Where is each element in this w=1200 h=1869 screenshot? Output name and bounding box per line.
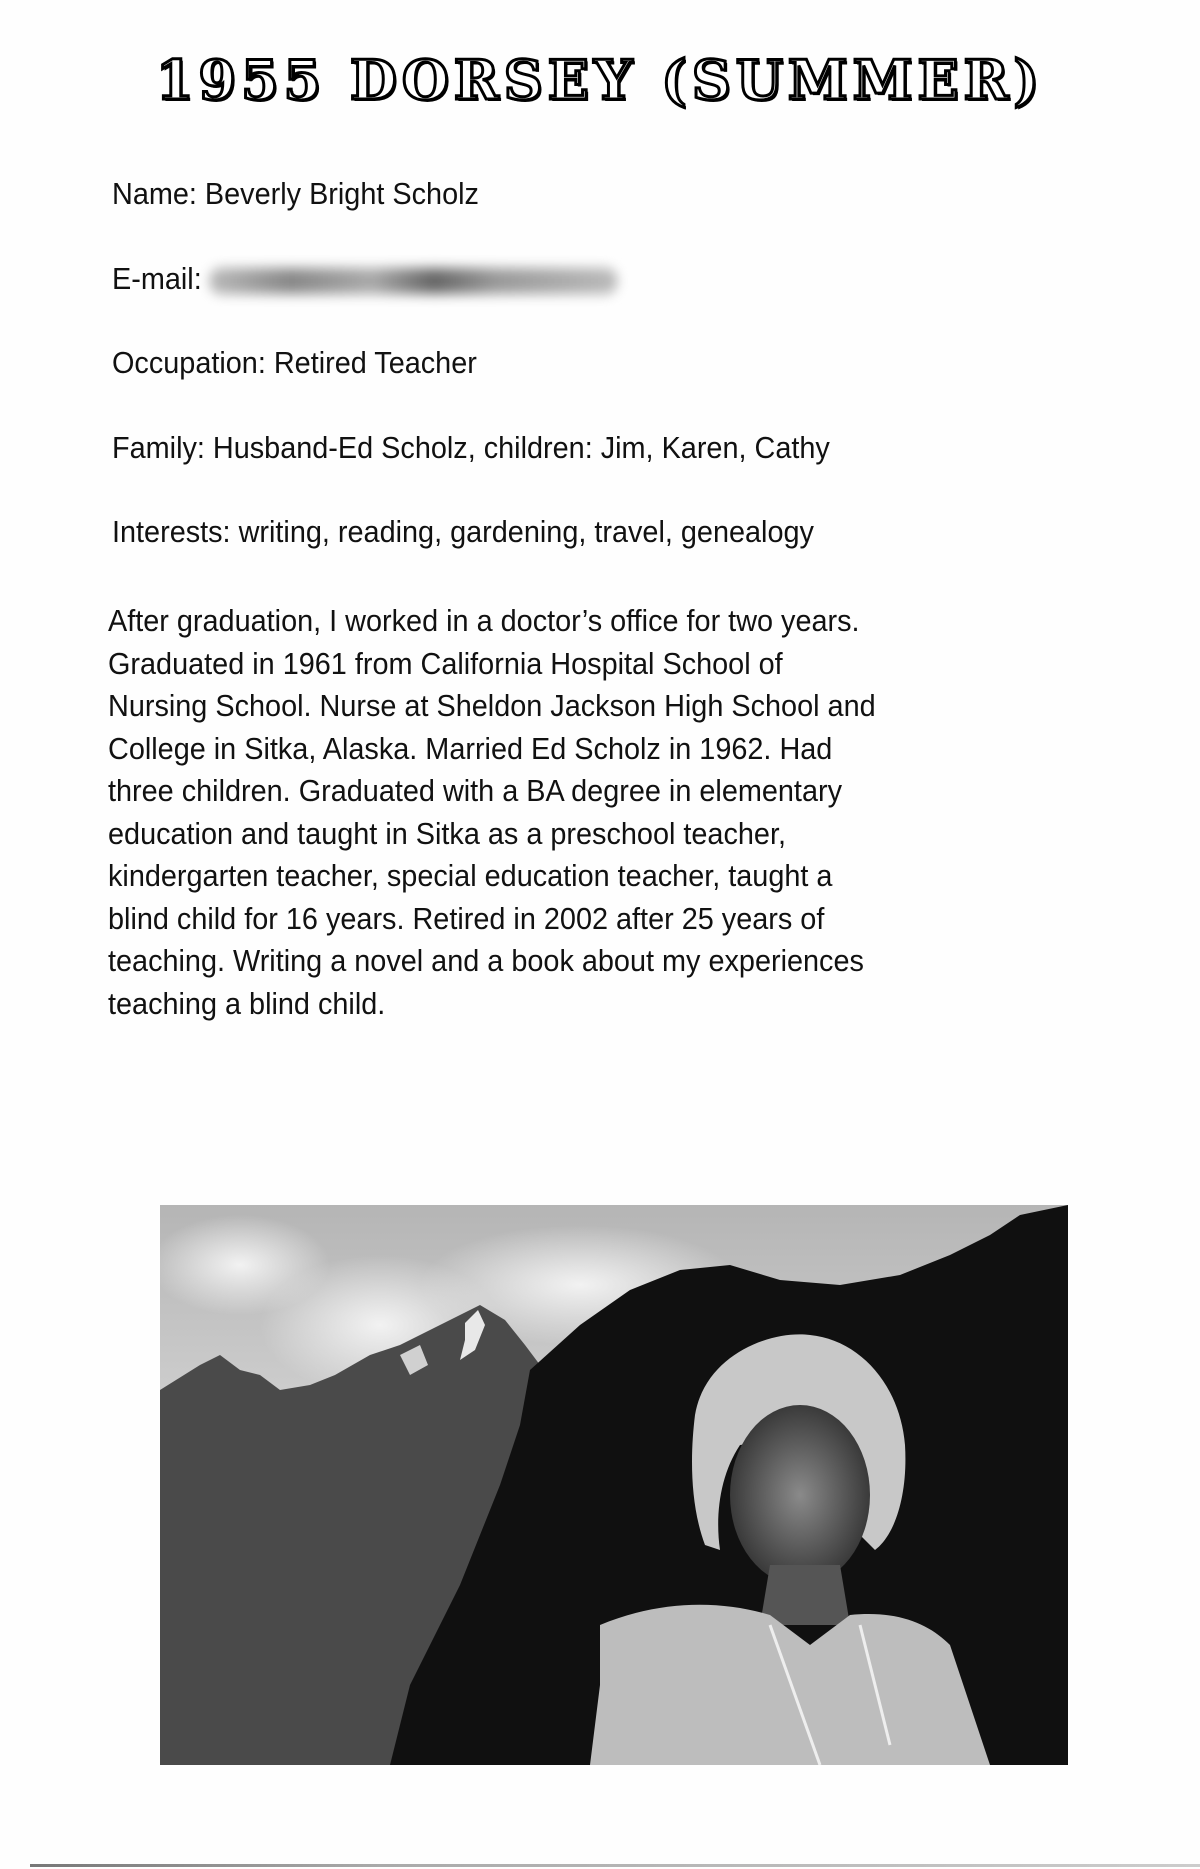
bio-line: After graduation, I worked in a doctor’s office for two years. bbox=[108, 603, 860, 638]
name-field: Name: Beverly Bright Scholz bbox=[112, 176, 479, 211]
photo-illustration bbox=[160, 1205, 1068, 1765]
portrait-photo bbox=[160, 1205, 1068, 1765]
email-label: E-mail: bbox=[112, 261, 202, 296]
bio-line: blind child for 16 years. Retired in 2002 after 25 years of bbox=[108, 900, 825, 936]
family-field: Family: Husband-Ed Scholz, children: Jim, Karen, Cathy bbox=[112, 430, 830, 465]
neck bbox=[760, 1565, 850, 1625]
page-bottom-rule bbox=[30, 1864, 1200, 1867]
bio-line: teaching a blind child. bbox=[108, 985, 386, 1021]
email-redacted-blur bbox=[209, 268, 618, 294]
bio-line: Graduated in 1961 from California Hospital School of bbox=[108, 645, 783, 681]
bio-paragraph bbox=[108, 600, 1108, 1025]
interests-field: Interests: writing, reading, gardening, travel, genealogy bbox=[112, 514, 814, 549]
bio-line: kindergarten teacher, special education teacher, taught a bbox=[108, 858, 833, 893]
bio-line: three children. Graduated with a BA degree in elementary bbox=[108, 773, 843, 808]
bio-line: teaching. Writing a novel and a book about my experiences bbox=[108, 943, 864, 978]
face bbox=[730, 1405, 870, 1585]
occupation-field: Occupation: Retired Teacher bbox=[112, 345, 477, 380]
bio-line: education and taught in Sitka as a preschool teacher, bbox=[108, 815, 786, 851]
email-field bbox=[112, 261, 618, 297]
page-title: 1955 DORSEY (SUMMER) bbox=[155, 48, 1045, 112]
bio-line: College in Sitka, Alaska. Married Ed Scholz in 1962. Had bbox=[108, 730, 833, 766]
bio-line: Nursing School. Nurse at Sheldon Jackson High School and bbox=[108, 688, 876, 723]
